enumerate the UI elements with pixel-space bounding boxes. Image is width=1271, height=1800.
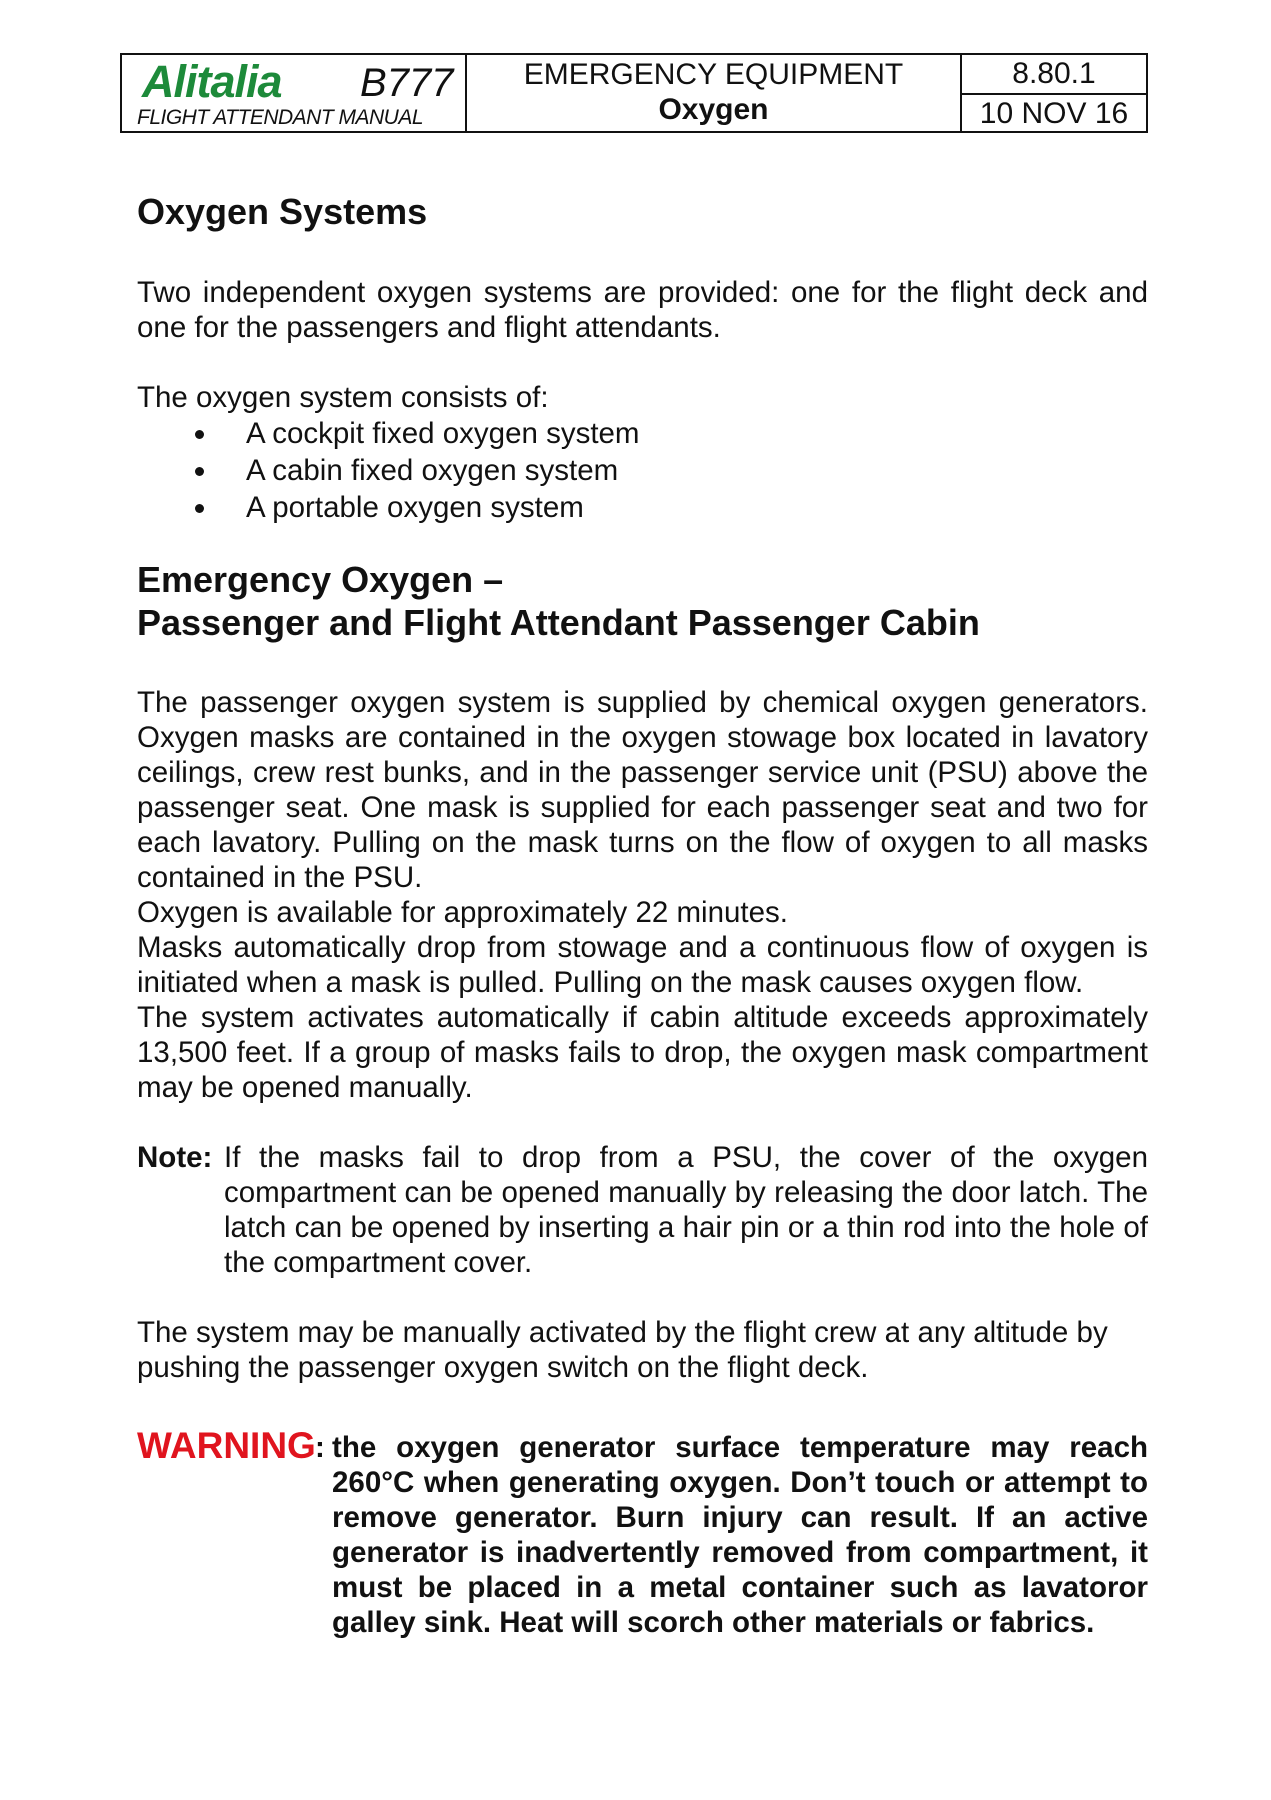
revision-date: 10 NOV 16 — [979, 97, 1129, 130]
emergency-para-c: Masks automatically drop from stowage and a continuous flow of oxygen is initiated when a mask is pulled. Pulling on the mask causes oxygen flow. — [137, 931, 1148, 999]
bullet-icon — [195, 504, 204, 513]
emergency-heading-line2: Passenger and Flight Attendant Passenger Cabin — [137, 602, 980, 643]
header-brand-cell — [122, 55, 467, 131]
section-title: EMERGENCY EQUIPMENT — [523, 58, 904, 91]
warning-colon: : — [315, 1431, 325, 1464]
emergency-para-b: Oxygen is available for approximately 22 minutes. — [137, 896, 788, 929]
note-label: Note: — [137, 1141, 213, 1174]
alitalia-logo: Alitalia — [142, 56, 282, 107]
oxygen-systems-heading: Oxygen Systems — [137, 191, 428, 232]
manual-activation-text: The system may be manually activated by the flight crew at any altitude by pushing the passenger oxygen switch on the flight deck. — [137, 1316, 1108, 1384]
header-ref-cell — [962, 55, 1146, 131]
systems-intro: Two independent oxygen systems are provided: one for the flight deck and one for the passengers and flight attendants. — [137, 276, 1148, 344]
list-item: A cockpit fixed oxygen system — [137, 415, 1148, 452]
warning-text: the oxygen generator surface temperature may reach 260°C when generating oxygen. Don’t touch or attempt to remove generator. Burn injury can result. If an active generator is inadvertently removed from compartment, it must be placed in a metal container such as lavatoror galley sink. Heat will scorch other materials or fabrics. — [332, 1431, 1148, 1639]
aircraft-model: B777 — [360, 61, 454, 105]
emergency-para-d: The system activates automatically if cabin altitude exceeds approximately 13,500 feet. If a group of masks fails to drop, the oxygen mask compartment may be opened manually. — [137, 1001, 1148, 1104]
list-item: A portable oxygen system — [137, 489, 1148, 526]
warning-block — [137, 1425, 1148, 1640]
system-list — [137, 415, 1148, 526]
emergency-para-a: The passenger oxygen system is supplied by chemical oxygen generators. Oxygen masks are contained in the oxygen stowage box located in lavatory ceilings, crew rest bunks, and in the passenger service unit (PSU) above the passenger seat. One mask is supplied for each passenger seat and two for each lavatory. Pulling on the mask turns on the flow of oxygen to all masks contained in the PSU. — [137, 686, 1148, 894]
note-block — [137, 1140, 1148, 1280]
document-header — [120, 53, 1148, 133]
list-item: A cabin fixed oxygen system — [137, 452, 1148, 489]
doc-number: 8.80.1 — [962, 55, 1146, 95]
note-text: If the masks fail to drop from a PSU, the cover of the oxygen compartment can be opened manually by releasing the door latch. The latch can be opened by inserting a hair pin or a thin rod into the hole of the compartment cover. — [224, 1141, 1148, 1279]
consists-label: The oxygen system consists of: — [137, 381, 549, 414]
subsection-title: Oxygen — [658, 93, 769, 126]
bullet-icon — [195, 430, 204, 439]
emergency-heading-line1: Emergency Oxygen – — [137, 559, 504, 600]
bullet-icon — [195, 467, 204, 476]
warning-label: WARNING — [137, 1425, 316, 1466]
header-title-cell — [467, 55, 962, 131]
manual-label: FLIGHT ATTENDANT MANUAL — [137, 106, 424, 129]
